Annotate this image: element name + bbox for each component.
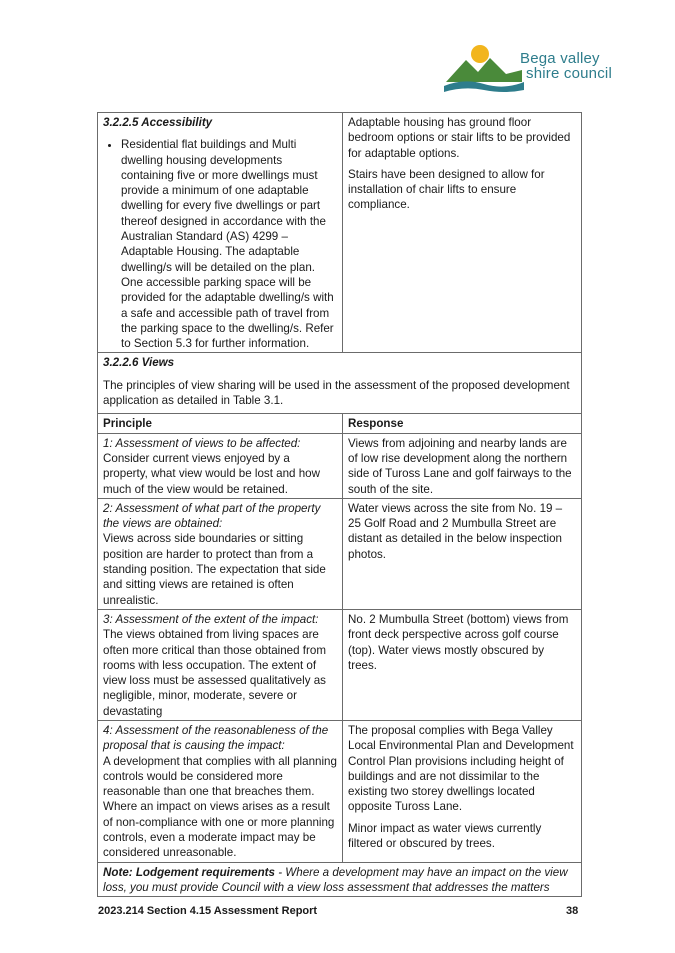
accessibility-row [98, 113, 582, 353]
response-cell [343, 498, 582, 609]
response-header: Response [343, 414, 582, 433]
table-row [98, 433, 582, 498]
response-text: No. 2 Mumbulla Street (bottom) views from front deck perspective across golf course (top). Water views mostly obscured by trees. [348, 612, 569, 672]
principle-cell [98, 609, 343, 720]
note-label: Note: Lodgement requirements [103, 865, 275, 879]
views-header-row [98, 414, 582, 433]
principle-title: 2: Assessment of what part of the property the views are obtained: [103, 501, 321, 531]
response-cell [343, 609, 582, 720]
principle-title: 3: Assessment of the extent of the impact: [103, 612, 319, 626]
views-intro: The principles of view sharing will be used in the assessment of the proposed development application as detailed in Table 3.1. [103, 378, 570, 408]
principle-text: Consider current views enjoyed by a property, what view would be lost and how much of the view would be retained. [103, 451, 320, 496]
accessibility-list [103, 137, 337, 351]
principle-cell [98, 720, 343, 862]
footer-report-title: 2023.214 Section 4.15 Assessment Report [98, 905, 318, 917]
note-text: - Where a development may have an impact on the view loss, you must provide Council with a view loss assessment that addresses the matters [103, 865, 568, 894]
bega-valley-logo [444, 40, 634, 98]
table-row [98, 720, 582, 862]
views-intro-row [98, 353, 582, 414]
table-row [98, 498, 582, 609]
logo-line2: shire council [526, 65, 612, 82]
principle-text: A development that complies with all planning controls would be considered more reasonable than one that breaches them. Where an impact on views arises as a result of non-compliance with one or more planning controls, even a moderate impact may be considered unreasonable. [103, 754, 337, 860]
principle-title: 1: Assessment of views to be affected: [103, 436, 301, 450]
accessibility-response-2: Stairs have been designed to allow for installation of chair lifts to ensure compliance. [348, 167, 545, 212]
response-text: Water views across the site from No. 19 – 25 Golf Road and 2 Mumbulla Street are distant as detailed in the below inspection photos. [348, 501, 563, 561]
assessment-table [97, 112, 582, 897]
principle-text: The views obtained from living spaces are often more critical than those obtained from rooms with less occupation. The extent of view loss must be assessed qualitatively as negligible, minor, moderate, severe or devastating [103, 628, 326, 718]
logo-line1: Bega valley [520, 50, 600, 67]
views-heading: 3.2.2.6 Views [103, 356, 175, 370]
note-cell [98, 862, 582, 897]
response-text: The proposal complies with Bega Valley Local Environmental Plan and Development Control Plan provisions including height of buildings and are not dissimilar to the existing two storey dwellings located opposite Tuross Lane. [348, 723, 574, 814]
principle-text: Views across side boundaries or sitting position are harder to protect than from a standing position. The expectation that side and sitting views are retained is often unrealistic. [103, 532, 326, 607]
principle-header: Principle [98, 414, 343, 433]
accessibility-heading: 3.2.2.5 Accessibility [103, 116, 213, 129]
table-row [98, 609, 582, 720]
principle-title: 4: Assessment of the reasonableness of the proposal that is causing the impact: [103, 723, 329, 753]
response-cell [343, 433, 582, 498]
accessibility-bullet: • Residential flat buildings and Multi dwelling housing developments containing five or more dwellings must provide a minimum of one adaptable dwelling for every five dwellings or part thereof designed in accordance with the Australian Standard (AS) 4299 – Adaptable Housing. The adaptable dwelling/s will be detailed on the plan. One accessible parking space will be provided for the adaptable dwelling/s with a safe and accessible path of travel from the parking space to the dwelling/s. Refer to Section 5.3 for further information. [121, 137, 337, 351]
note-row [98, 862, 582, 897]
accessibility-response-1: Adaptable housing has ground floor bedroom options or stair lifts to be provided for adaptable options. [348, 116, 571, 160]
response-cell [343, 720, 582, 862]
logo-hills-icon [444, 40, 524, 98]
response-text: Views from adjoining and nearby lands are of low rise development along the northern side of Tuross Lane and golf fairways to the south of the site. [348, 436, 572, 496]
principle-cell [98, 433, 343, 498]
response-text-2: Minor impact as water views currently filtered or obscured by trees. [348, 821, 542, 851]
views-intro-cell [98, 353, 582, 414]
principle-cell [98, 498, 343, 609]
footer-page-number: 38 [566, 905, 579, 917]
accessibility-response-cell [343, 113, 582, 353]
accessibility-requirement-cell [98, 113, 343, 353]
